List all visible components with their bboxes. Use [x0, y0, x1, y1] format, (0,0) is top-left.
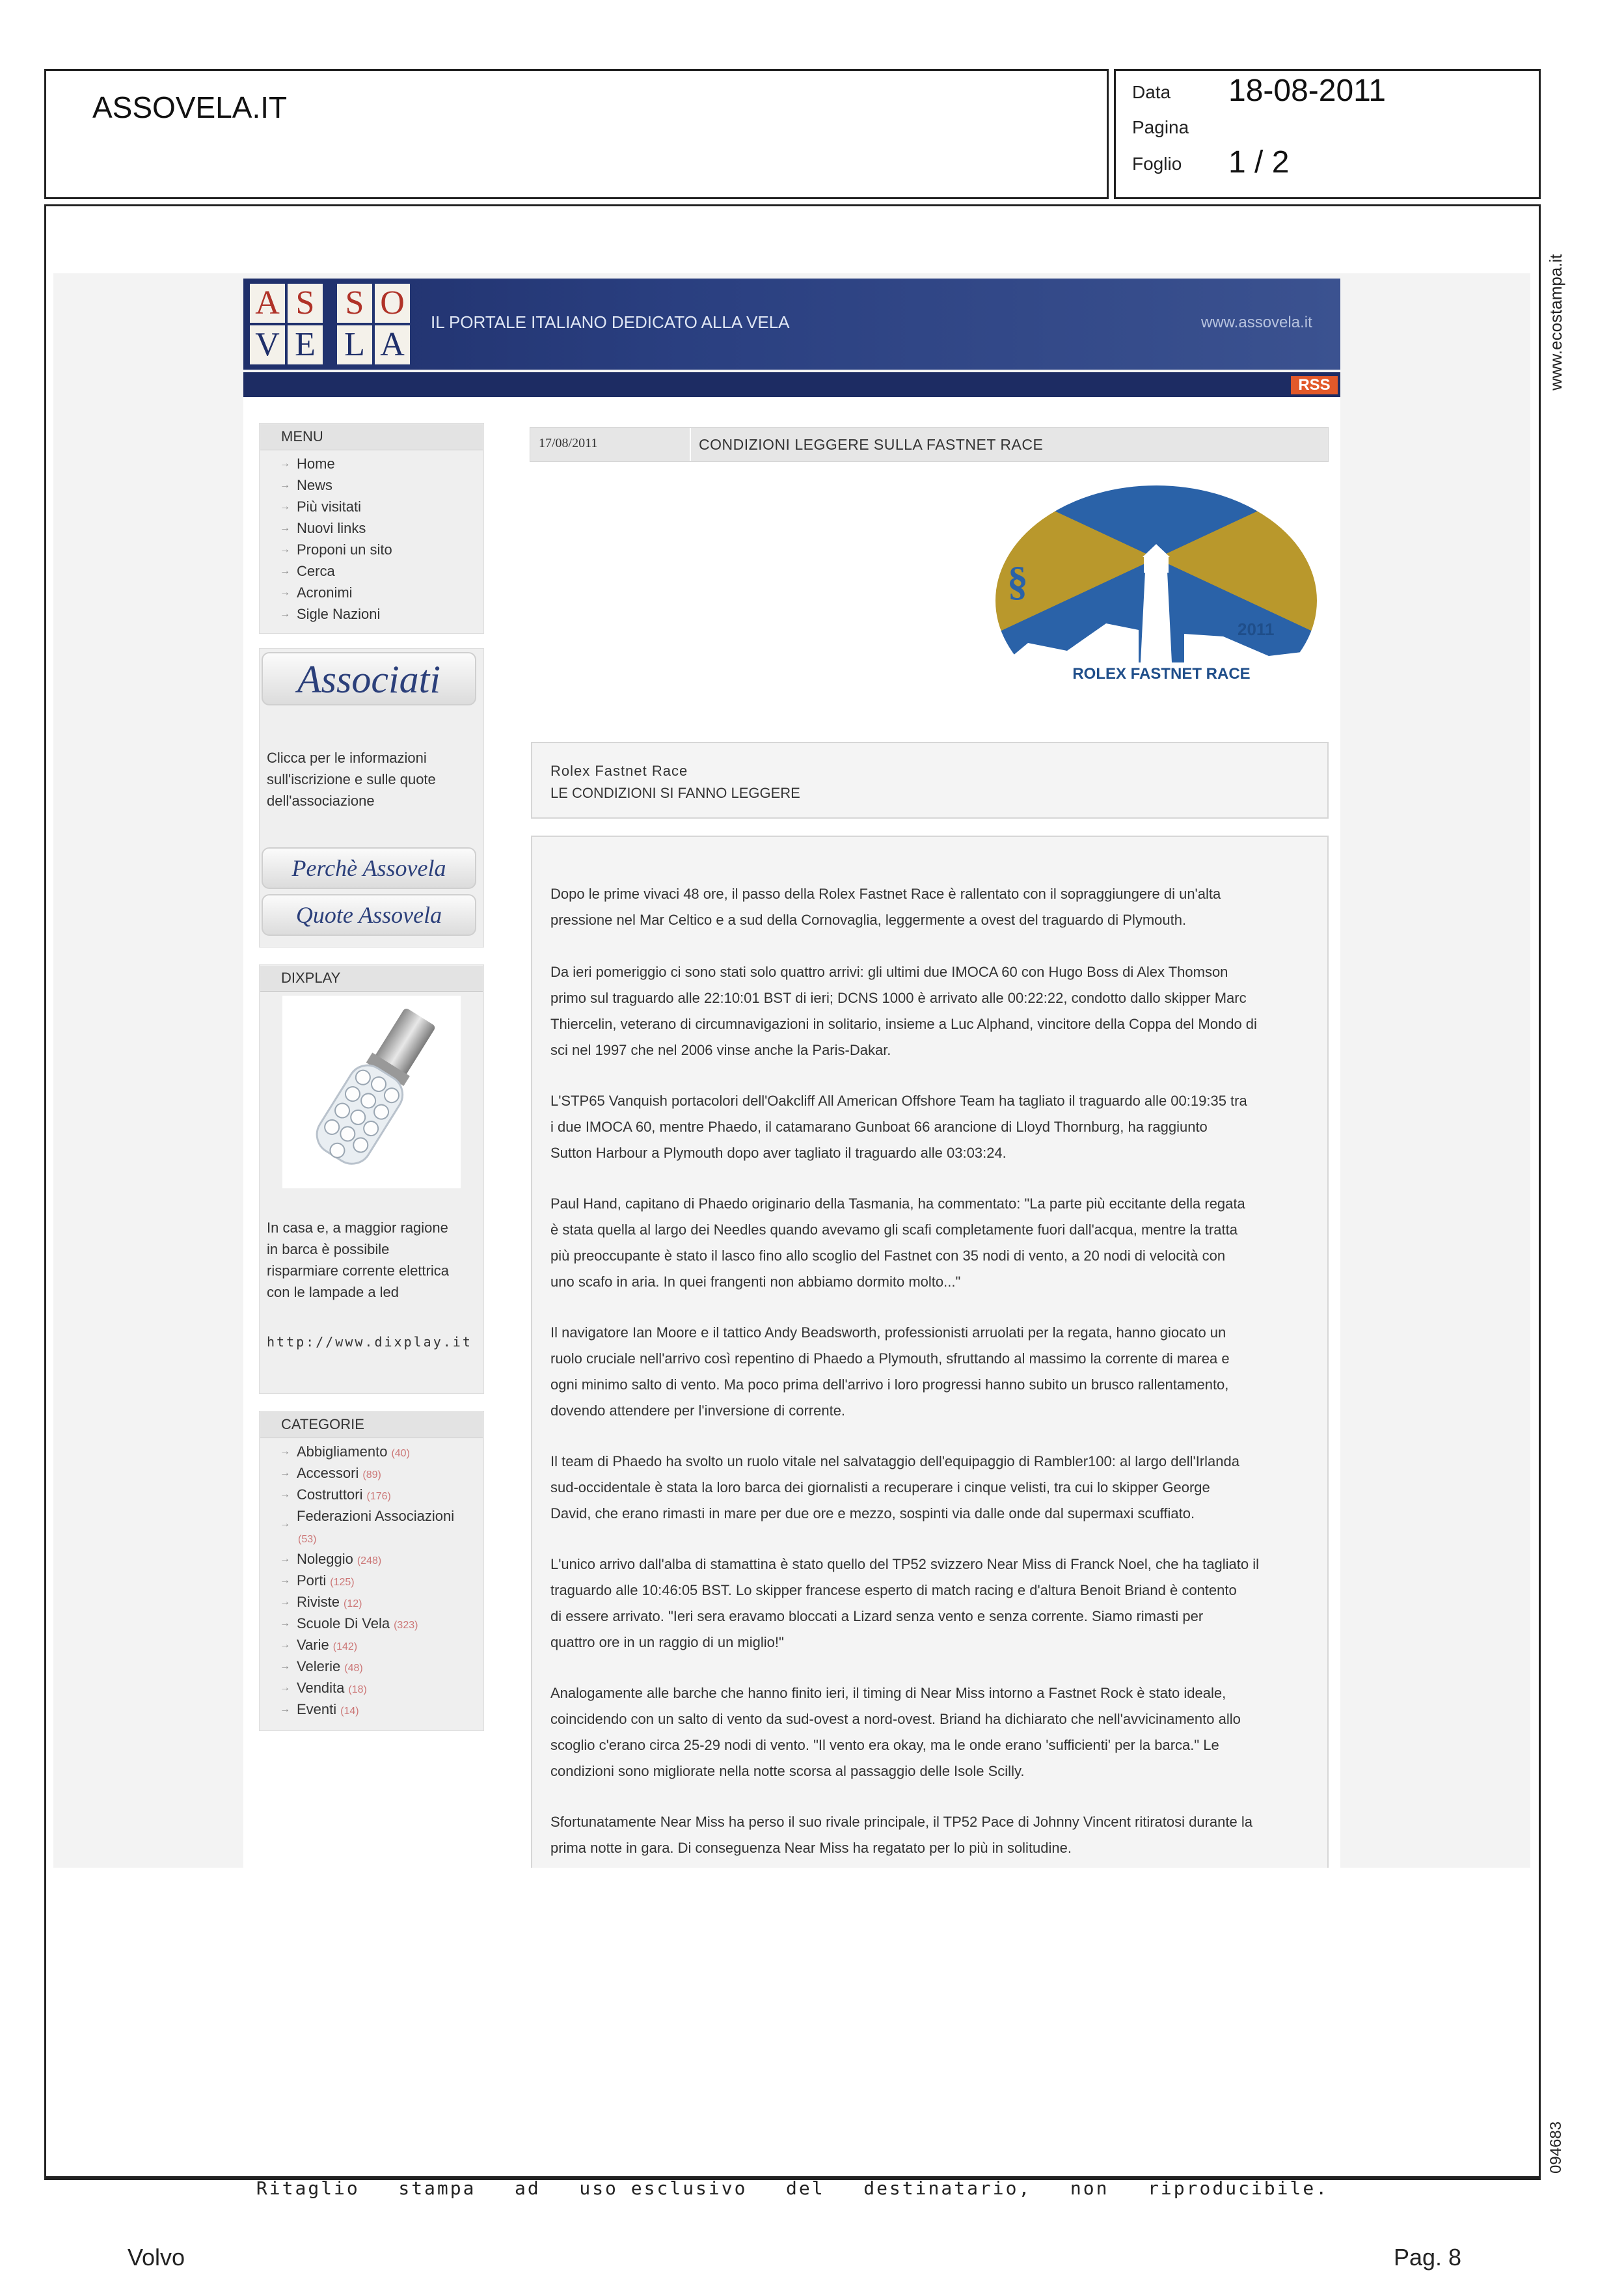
- arrow-icon: →: [280, 1489, 290, 1500]
- category-item[interactable]: [260, 1548, 483, 1570]
- article-paragraph: L'STP65 Vanquish portacolori dell'Oakcliff All American Offshore Team ha tagliato il traguardo alle 00:19:35 tra i due IMOCA 60, mentre Phaedo, il catamarano Gunboat 66 arancione di Lloyd Thornburg, ha raggiunto Sutton Harbour a Plymouth dopo aver tagliato il traguardo alle 03:03:24.: [550, 1093, 1247, 1161]
- category-name: Riviste: [297, 1594, 340, 1610]
- article-paragraph: Il team di Phaedo ha svolto un ruolo vitale nel salvataggio dell'equipaggio di Rambler100: al largo dell'Irlanda sud-occidentale è stata la loro barca dei giornalisti a recuperare i cinque velisti, tra cui lo skipper George David, che erano rimasti in mare per due ore e mezzo, sospinti via dalle onde dal supermaxi scuffiato.: [550, 1453, 1239, 1522]
- category-name: Scuole Di Vela: [297, 1615, 390, 1631]
- category-name: Velerie: [297, 1658, 341, 1674]
- header-divider: [690, 428, 691, 461]
- nav-bar: [243, 372, 1340, 397]
- menu-item-label: Home: [297, 456, 335, 472]
- arrow-icon: →: [280, 1682, 290, 1693]
- arrow-icon: →: [280, 587, 290, 598]
- arrow-icon: →: [280, 566, 290, 577]
- menu-item-label: Cerca: [297, 563, 335, 579]
- menu-item[interactable]: [260, 453, 483, 474]
- arrow-icon: →: [280, 608, 290, 620]
- arrow-icon: →: [280, 501, 290, 512]
- article-paragraph: Da ieri pomeriggio ci sono stati solo quattro arrivi: gli ultimi due IMOCA 60 con Hugo Boss di Alex Thomson primo sul traguardo alle 22:10:01 BST di ieri; DCNS 1000 è arrivato alle 00:22:22, condotto dallo skipper Marc Thiercelin, veterano di circumnavigazioni in solitario, insieme a Luc Alphand, vincitore della Coppa del Mondo di sci nel 1997 che nel 2006 vinse anche la Paris-Dakar.: [550, 964, 1257, 1058]
- arrow-icon: →: [280, 480, 290, 491]
- article-headline: CONDIZIONI LEGGERE SULLA FASTNET RACE: [699, 436, 1044, 453]
- logo-letter: O: [375, 284, 410, 323]
- category-name: Accessori: [297, 1465, 359, 1481]
- category-item[interactable]: [260, 1634, 483, 1656]
- category-name: Costruttori: [297, 1486, 363, 1503]
- article-paragraph: L'unico arrivo dall'alba di stamattina è stato quello del TP52 svizzero Near Miss di Franck Noel, che ha tagliato il traguardo alle 10:46:05 BST. Lo skipper francese esperto di match racing e d'altura Benoit Briand è contento di essere arrivato. "Ieri sera eravamo bloccati a Lizard senza vento e senza corrente. Siamo rimasti per quattro ore in un raggio di un miglio!": [550, 1556, 1259, 1650]
- arrow-icon: →: [280, 1704, 290, 1715]
- category-count: (89): [362, 1469, 381, 1481]
- menu-item-label: Più visitati: [297, 498, 362, 515]
- arrow-icon: →: [280, 1639, 290, 1650]
- category-count: (12): [344, 1598, 362, 1609]
- quote-assovela-button[interactable]: Quote Assovela: [262, 894, 476, 936]
- arrow-icon: →: [280, 523, 290, 534]
- date-label: Data: [1132, 82, 1171, 102]
- article-subtitle: LE CONDIZIONI SI FANNO LEGGERE: [550, 785, 800, 801]
- article-paragraph: Analogamente alle barche che hanno finito ieri, il timing di Near Miss intorno a Fastnet Rock è stato ideale, coincidendo con un salto di vento da sud-ovest a nord-ovest. Briand ha dichiarato che nell'avvicinamento allo scoglio c'erano circa 25-29 nodi di vento. "Il vento era okay, ma le onde erano 'sufficienti' per la barca." Le condizioni sono migliorate nella notte scorsa al passaggio delle Isole Scilly.: [550, 1685, 1241, 1779]
- led-bulb-image[interactable]: [282, 996, 461, 1188]
- arrow-icon: →: [280, 458, 290, 469]
- associati-text-line: sull'iscrizione e sulle quote: [267, 771, 436, 787]
- footer-right: Pag. 8: [1394, 2244, 1462, 2271]
- arrow-icon: →: [280, 1553, 290, 1564]
- article-paragraph: Il navigatore Ian Moore e il tattico Andy Beadsworth, professionisti arruolati per la regata, hanno giocato un ruolo cruciale nell'arrivo così repentino di Phaedo a Plymouth, sfruttando al massimo la corrente di marea e ogni minimo salto di vento. Ma poco prima dell'arrivo i loro progressi hanno subito un brusco rallentamento, dovendo attendere per l'inversione di corrente.: [550, 1324, 1230, 1419]
- category-name: Porti: [297, 1572, 327, 1589]
- category-item[interactable]: [260, 1699, 483, 1720]
- logo-letter: S: [337, 284, 372, 323]
- category-item[interactable]: [260, 1656, 483, 1677]
- logo-letter: A: [250, 284, 285, 323]
- categories-list: [260, 1441, 483, 1720]
- logo-letter: S: [288, 284, 323, 323]
- led-bulb-icon: [282, 996, 461, 1188]
- crest-icon: §: [1007, 558, 1028, 604]
- category-name: Vendita: [297, 1680, 345, 1696]
- side-url: www.ecostampa.it: [1546, 254, 1565, 390]
- menu-item-label: Proponi un sito: [297, 541, 392, 558]
- arrow-icon: →: [280, 1467, 290, 1479]
- menu-list: [260, 453, 483, 625]
- category-count: (142): [332, 1641, 358, 1652]
- sheet-label: Foglio: [1132, 154, 1182, 174]
- category-item[interactable]: [260, 1505, 483, 1548]
- associati-text-line: Clicca per le informazioni: [267, 750, 427, 766]
- site-tagline: IL PORTALE ITALIANO DEDICATO ALLA VELA: [431, 312, 790, 332]
- side-code: 094683: [1547, 2121, 1565, 2174]
- page-label: Pagina: [1132, 117, 1189, 137]
- article-date: 17/08/2011: [539, 436, 598, 450]
- menu-item-label: Nuovi links: [297, 520, 366, 536]
- category-item[interactable]: [260, 1462, 483, 1484]
- category-count: (14): [340, 1706, 359, 1717]
- menu-item-label: News: [297, 477, 333, 493]
- category-count: (323): [394, 1620, 418, 1631]
- arrow-icon: →: [280, 1446, 290, 1457]
- logo-letter: A: [375, 325, 410, 364]
- category-item[interactable]: [260, 1677, 483, 1699]
- perche-assovela-button[interactable]: Perchè Assovela: [262, 847, 476, 889]
- menu-item-label: Acronimi: [297, 584, 353, 601]
- category-count: (176): [366, 1491, 391, 1502]
- menu-item[interactable]: [260, 539, 483, 560]
- category-name: Noleggio: [297, 1551, 353, 1567]
- categories-title: CATEGORIE: [260, 1412, 483, 1438]
- menu-item[interactable]: [260, 582, 483, 603]
- dixplay-text-line: risparmiare corrente elettrica: [267, 1262, 449, 1279]
- logo-text: ROLEX FASTNET RACE: [1072, 665, 1251, 683]
- article-paragraph: Dopo le prime vivaci 48 ore, il passo della Rolex Fastnet Race è rallentato con il sopraggiungere di un'alta pressione nel Mar Celtico e a sud della Cornovaglia, leggermente a ovest del traguardo di Plymouth.: [550, 886, 1221, 928]
- kicker-box: [531, 742, 1329, 819]
- footer-left: Volvo: [128, 2244, 185, 2271]
- article-paragraph: Paul Hand, capitano di Phaedo originario della Tasmania, ha commentato: "La parte più eccitante della regata è stata quella al largo dei Needles quando avevamo gli scafi completamente fuori dall'acqua, mentre la tratta più preoccupante è stato il lasco fino allo scoglio del Fastnet con 35 nodi di vento, a 20 nodi di velocità con uno scafo in aria. In quei frangenti non abbiamo dormito molto...": [550, 1195, 1245, 1290]
- dixplay-text-line: In casa e, a maggior ragione: [267, 1220, 448, 1236]
- arrow-icon: →: [280, 1661, 290, 1672]
- category-name: Eventi: [297, 1701, 337, 1717]
- category-item[interactable]: [260, 1441, 483, 1462]
- category-count: (40): [391, 1448, 410, 1459]
- dixplay-text-line: in barca è possibile: [267, 1241, 390, 1257]
- category-name: Federazioni Associazioni: [297, 1508, 455, 1524]
- category-count: (248): [357, 1555, 382, 1566]
- category-item[interactable]: [260, 1613, 483, 1634]
- category-count: (48): [344, 1663, 363, 1674]
- category-item[interactable]: [260, 1570, 483, 1591]
- menu-item[interactable]: [260, 496, 483, 517]
- category-name: Varie: [297, 1637, 329, 1653]
- logo-letter: L: [337, 325, 372, 364]
- dixplay-link[interactable]: http://www.dixplay.it: [267, 1334, 472, 1350]
- site-domain[interactable]: www.assovela.it: [1201, 314, 1312, 331]
- menu-item-label: Sigle Nazioni: [297, 606, 381, 622]
- article-body: [550, 881, 1312, 1864]
- menu-item[interactable]: [260, 560, 483, 582]
- arrow-icon: →: [280, 1518, 290, 1529]
- dixplay-text-line: con le lampade a led: [267, 1284, 399, 1300]
- article-kicker: Rolex Fastnet Race: [550, 763, 688, 779]
- category-item[interactable]: [260, 1484, 483, 1505]
- rss-button[interactable]: RSS: [1291, 376, 1338, 394]
- associati-button[interactable]: Associati: [262, 652, 476, 705]
- menu-title: MENU: [260, 424, 483, 450]
- logo-letter: V: [250, 325, 285, 364]
- menu-item[interactable]: [260, 517, 483, 539]
- source-box: [44, 69, 1109, 199]
- associati-text-line: dell'associazione: [267, 793, 375, 809]
- category-count: (125): [330, 1577, 355, 1588]
- logo-letter: E: [288, 325, 323, 364]
- source-name: ASSOVELA.IT: [92, 90, 288, 124]
- arrow-icon: →: [280, 1596, 290, 1607]
- menu-item[interactable]: [260, 474, 483, 496]
- category-item[interactable]: [260, 1591, 483, 1613]
- clip-notice: Ritaglio stampa ad uso esclusivo del destinatario, non riproducibile.: [256, 2177, 1329, 2199]
- dixplay-title: DIXPLAY: [260, 966, 483, 992]
- article-paragraph: Sfortunatamente Near Miss ha perso il suo rivale principale, il TP52 Pace di Johnny Vincent ritiratosi durante la prima notte in gara. Di conseguenza Near Miss ha regatato per lo più in solitudine.: [550, 1814, 1252, 1856]
- arrow-icon: →: [280, 1618, 290, 1629]
- category-name: Abbigliamento: [297, 1443, 388, 1460]
- arrow-icon: →: [280, 544, 290, 555]
- category-count: (53): [298, 1534, 317, 1545]
- menu-item[interactable]: [260, 603, 483, 625]
- logo-year: 2011: [1238, 620, 1275, 639]
- arrow-icon: →: [280, 1575, 290, 1586]
- category-count: (18): [348, 1684, 367, 1695]
- date-value: 18-08-2011: [1228, 74, 1386, 108]
- sheet-value: 1 / 2: [1228, 145, 1290, 180]
